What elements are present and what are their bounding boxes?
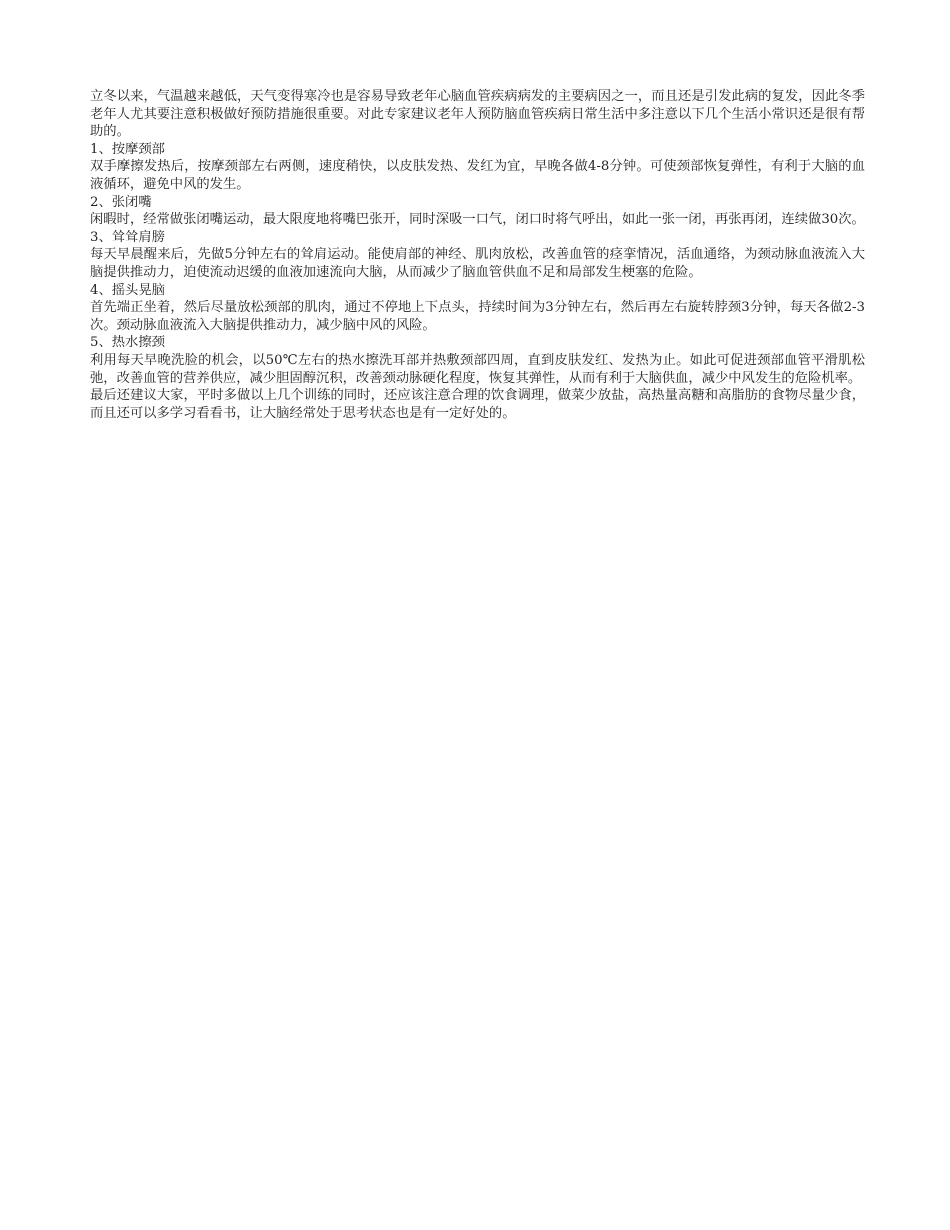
section-heading-shrug-shoulders: 3、耸耸肩膀: [90, 229, 165, 245]
document-body: [90, 88, 865, 422]
intro-paragraph: 立冬以来，气温越来越低，天气变得寒冷也是容易导致老年心脑血管疾病病发的主要病因之一，而且还是引发此病的复发，因此冬季老年人尤其要注意积极做好预防措施很重要。对此专家建议老年人预防脑血管疾病日常生活中多注意以下几个生活小常识还是很有帮助的。: [90, 89, 865, 140]
section-heading-massage-neck: 1、按摩颈部: [90, 141, 165, 157]
closing-paragraph: 最后还建议大家，平时多做以上几个训练的同时，还应该注意合理的饮食调理，做菜少放盐，高热量高糖和高脂肪的食物尽量少食，而且还可以多学习看看书，让大脑经常处于思考状态也是有一定好处的。: [90, 388, 865, 421]
section-body-shrug-shoulders: 每天早晨醒来后，先做5分钟左右的耸肩运动。能使肩部的神经、肌肉放松，改善血管的痉挛情况，活血通络，为颈动脉血液流入大脑提供推动力，迫使流动迟缓的血液加速流向大脑，从而减少了脑血管供血不足和局部发生梗塞的危险。: [90, 247, 865, 280]
section-body-massage-neck: 双手摩擦发热后，按摩颈部左右两侧，速度稍快，以皮肤发热、发红为宜，早晚各做4-8分钟。可使颈部恢复弹性，有利于大脑的血液循环，避免中风的发生。: [90, 159, 865, 192]
section-body-shake-head: 首先端正坐着，然后尽量放松颈部的肌肉，通过不停地上下点头，持续时间为3分钟左右，然后再左右旋转脖颈3分钟，每天各做2-3次。颈动脉血液流入大脑提供推动力，减少脑中风的风险。: [90, 300, 865, 333]
section-body-hot-water-neck: 利用每天早晚洗脸的机会，以50℃左右的热水擦洗耳部并热敷颈部四周，直到皮肤发红、发热为止。如此可促进颈部血管平滑肌松弛，改善血管的营养供应，减少胆固醇沉积，改善颈动脉硬化程度，恢复其弹性，从而有利于大脑供血，减少中风发生的危险机率。: [90, 352, 865, 386]
section-body-open-close-mouth: 闲暇时，经常做张闭嘴运动，最大限度地将嘴巴张开，同时深吸一口气，闭口时将气呼出，如此一张一闭，再张再闭，连续做30次。: [90, 212, 865, 228]
section-heading-hot-water-neck: 5、热水擦颈: [90, 335, 165, 351]
section-heading-shake-head: 4、摇头晃脑: [90, 282, 165, 298]
section-heading-open-close-mouth: 2、张闭嘴: [90, 194, 152, 210]
